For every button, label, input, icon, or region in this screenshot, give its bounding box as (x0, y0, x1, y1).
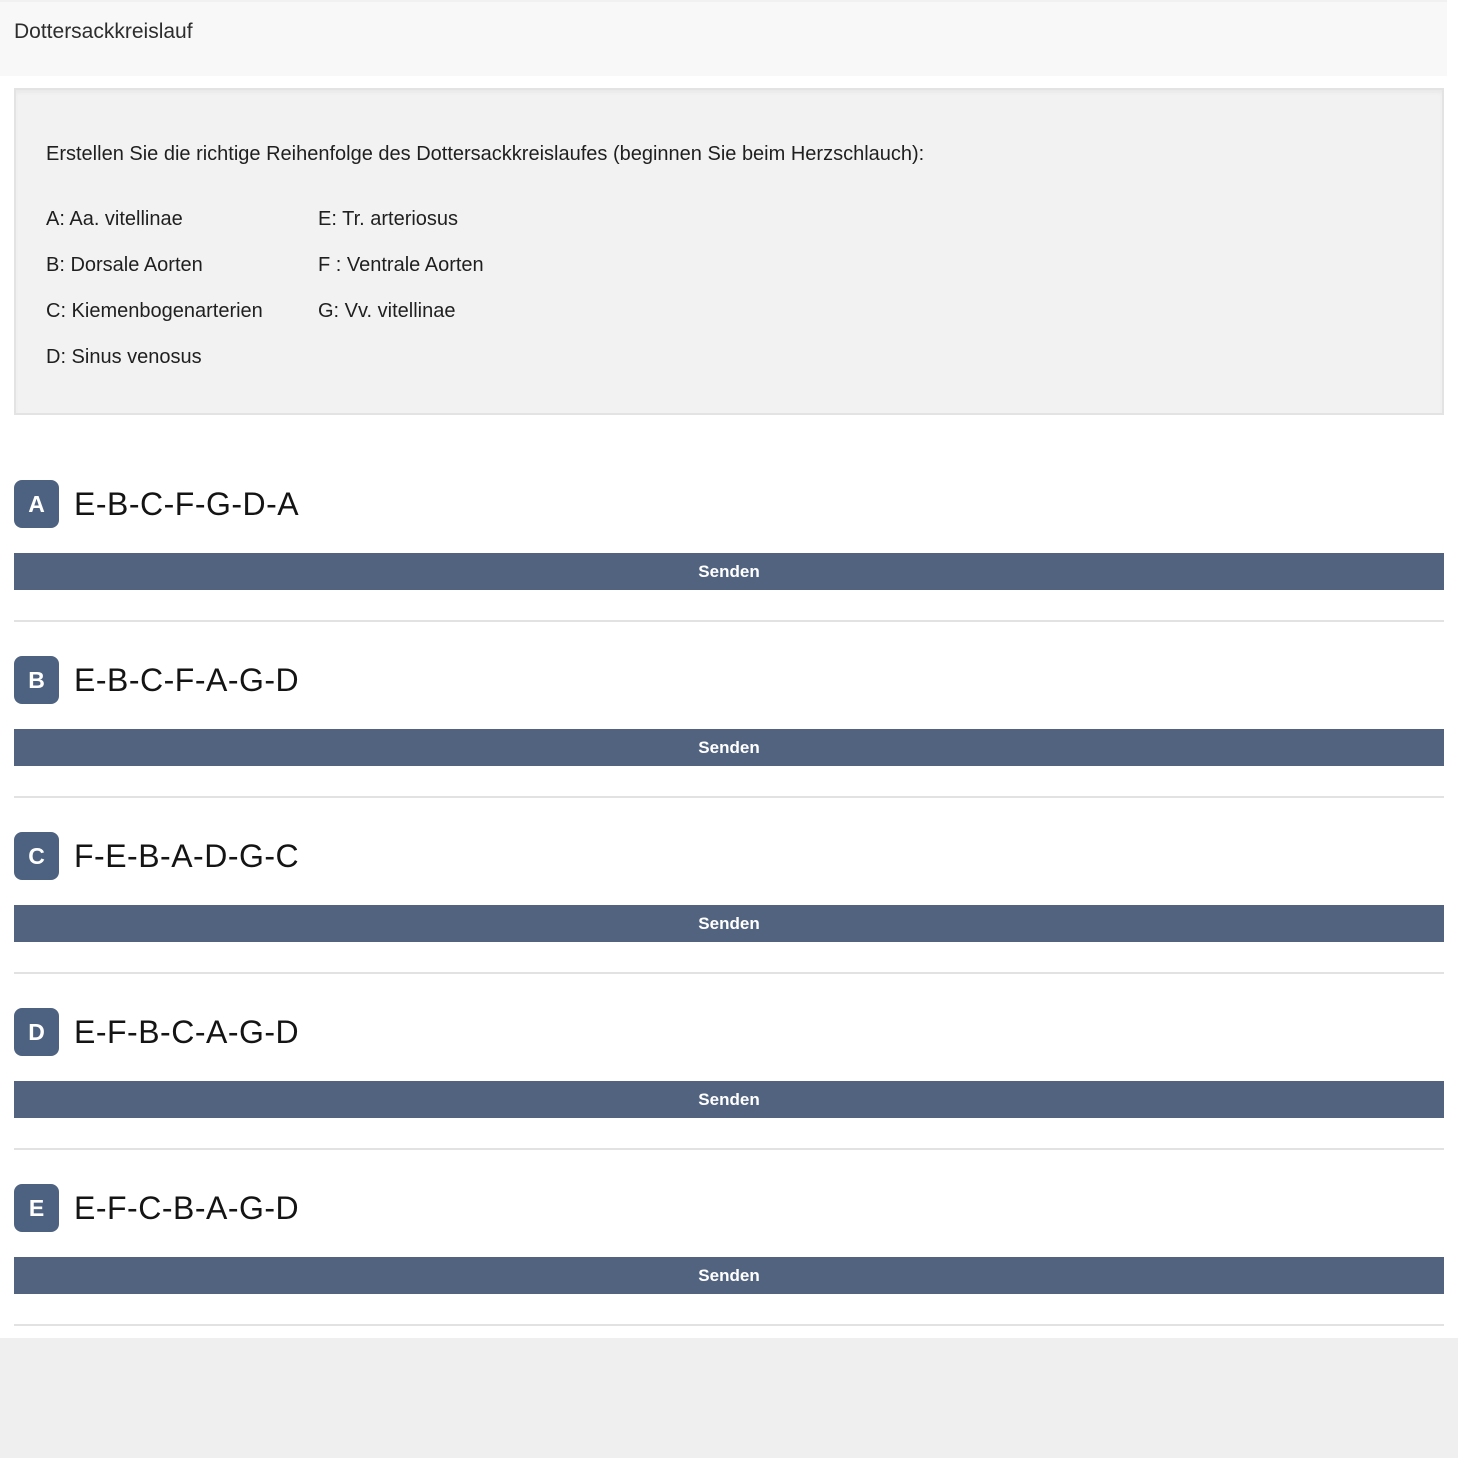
definition-list (46, 187, 1412, 371)
row-divider (14, 972, 1444, 974)
definition-g: G: Vv. vitellinae (318, 300, 456, 322)
senden-button-a[interactable]: Senden (14, 553, 1444, 590)
senden-button-b[interactable]: Senden (14, 729, 1444, 766)
answer-head (14, 1184, 1444, 1232)
definition-c: C: Kiemenbogenarterien (46, 300, 263, 322)
answer-letter-badge: C (14, 832, 59, 880)
answer-letter-badge: D (14, 1008, 59, 1056)
definition-e: E: Tr. arteriosus (318, 208, 459, 230)
answer-row-d[interactable] (14, 1008, 1444, 1150)
answer-sequence-text: E-F-C-B-A-G-D (74, 1190, 300, 1226)
page-title: Dottersackkreislauf (14, 20, 193, 43)
answer-row-a[interactable] (14, 480, 1444, 622)
answer-head (14, 832, 1444, 880)
row-divider (14, 796, 1444, 798)
row-divider (14, 1324, 1444, 1326)
answer-head (14, 480, 1444, 528)
row-divider (14, 1148, 1444, 1150)
page-footer (0, 1338, 1458, 1458)
definition-d: D: Sinus venosus (46, 346, 202, 368)
question-box (14, 88, 1444, 415)
answer-row-e[interactable] (14, 1184, 1444, 1326)
answer-row-c[interactable] (14, 832, 1444, 974)
definition-a: A: Aa. vitellinae (46, 208, 183, 230)
answer-sequence-text: E-B-C-F-G-D-A (74, 486, 300, 522)
answer-list (14, 480, 1444, 1326)
definition-b: B: Dorsale Aorten (46, 254, 203, 276)
page-header (0, 0, 1447, 76)
answer-sequence-text: E-B-C-F-A-G-D (74, 662, 300, 698)
definition-f: F : Ventrale Aorten (318, 254, 484, 276)
answer-head (14, 1008, 1444, 1056)
answer-row-b[interactable] (14, 656, 1444, 798)
answer-letter-badge: A (14, 480, 59, 528)
answer-head (14, 656, 1444, 704)
main-content (14, 88, 1444, 1326)
answer-letter-badge: B (14, 656, 59, 704)
answer-sequence-text: F-E-B-A-D-G-C (74, 838, 300, 874)
senden-button-c[interactable]: Senden (14, 905, 1444, 942)
answer-letter-badge: E (14, 1184, 59, 1232)
row-divider (14, 620, 1444, 622)
senden-button-d[interactable]: Senden (14, 1081, 1444, 1118)
senden-button-e[interactable]: Senden (14, 1257, 1444, 1294)
definition-empty (318, 343, 1412, 371)
answer-sequence-text: E-F-B-C-A-G-D (74, 1014, 300, 1050)
question-prompt: Erstellen Sie die richtige Reihenfolge des Dottersackkreislaufes (beginnen Sie beim Herzschlauch): (46, 143, 925, 165)
